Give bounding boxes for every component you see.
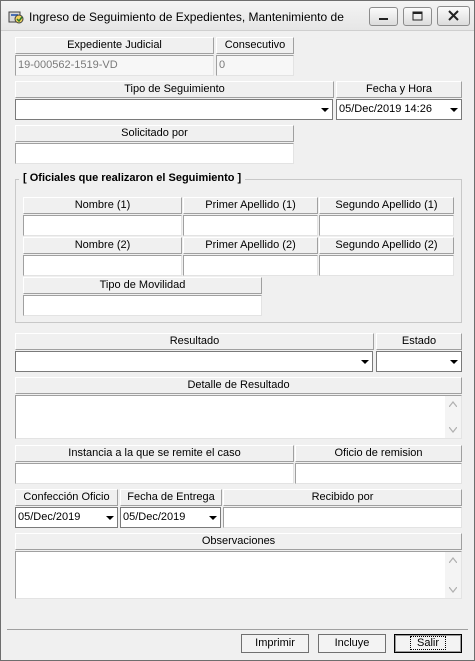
observaciones-label: Observaciones <box>15 533 462 550</box>
scrollbar[interactable] <box>445 396 461 438</box>
nombre1-label: Nombre (1) <box>23 197 182 214</box>
confeccion-oficio-picker[interactable] <box>15 507 118 528</box>
imprimir-button[interactable]: Imprimir <box>241 634 309 653</box>
confeccion-oficio-label: Confección Oficio <box>15 489 118 506</box>
salir-button-label: Salir <box>411 637 445 649</box>
recibido-por-label: Recibido por <box>223 489 462 506</box>
window-title: Ingreso de Seguimiento de Expedientes, Mantenimiento de <box>29 10 344 24</box>
estado-combo[interactable] <box>376 351 462 372</box>
fecha-entrega-value: 05/Dec/2019 <box>123 511 186 523</box>
observaciones-textarea[interactable] <box>15 551 462 599</box>
nombre2-label: Nombre (2) <box>23 237 182 254</box>
recibido-por-field[interactable] <box>223 507 462 528</box>
fecha-hora-picker[interactable] <box>336 99 462 120</box>
solicitado-por-label: Solicitado por <box>15 125 294 142</box>
resultado-combo[interactable] <box>15 351 373 372</box>
chevron-down-icon[interactable] <box>356 352 372 371</box>
primer-apellido1-label: Primer Apellido (1) <box>183 197 318 214</box>
tipo-seguimiento-label: Tipo de Seguimiento <box>15 81 334 98</box>
resultado-label: Resultado <box>15 333 374 350</box>
salir-button[interactable] <box>394 634 462 653</box>
close-button[interactable] <box>437 6 470 26</box>
detalle-resultado-label: Detalle de Resultado <box>15 377 462 394</box>
tipo-movilidad-field[interactable] <box>23 295 262 316</box>
instancia-field[interactable] <box>15 463 294 484</box>
scroll-down-icon[interactable] <box>449 587 457 593</box>
chevron-down-icon[interactable] <box>204 508 220 527</box>
expediente-label: Expediente Judicial <box>15 37 214 54</box>
chevron-down-icon[interactable] <box>445 352 461 371</box>
oficio-remision-label: Oficio de remision <box>295 445 462 462</box>
detalle-resultado-textarea[interactable] <box>15 395 462 439</box>
consecutivo-field[interactable]: 0 <box>216 55 294 76</box>
fecha-entrega-picker[interactable] <box>120 507 221 528</box>
estado-label: Estado <box>376 333 462 350</box>
segundo-apellido1-field[interactable] <box>319 215 454 236</box>
oficiales-group-title: [ Oficiales que realizaron el Seguimiento ] <box>19 172 245 184</box>
segundo-apellido1-label: Segundo Apellido (1) <box>319 197 454 214</box>
minimize-button[interactable] <box>369 7 398 26</box>
expediente-field[interactable]: 19-000562-1519-VD <box>15 55 214 76</box>
scrollbar[interactable] <box>445 552 461 598</box>
incluye-button[interactable]: Incluye <box>318 634 386 653</box>
minimize-icon <box>370 8 397 25</box>
primer-apellido2-label: Primer Apellido (2) <box>183 237 318 254</box>
fecha-entrega-label: Fecha de Entrega <box>120 489 222 506</box>
scroll-up-icon[interactable] <box>449 557 457 563</box>
oficio-remision-field[interactable] <box>295 463 462 484</box>
consecutivo-label: Consecutivo <box>216 37 294 54</box>
segundo-apellido2-label: Segundo Apellido (2) <box>319 237 454 254</box>
solicitado-por-field[interactable] <box>15 143 294 164</box>
scroll-up-icon[interactable] <box>449 401 457 407</box>
fecha-hora-value: 05/Dec/2019 14:26 <box>339 103 432 115</box>
maximize-icon <box>404 8 431 25</box>
tipo-seguimiento-combo[interactable] <box>15 99 333 120</box>
primer-apellido1-field[interactable] <box>183 215 318 236</box>
chevron-down-icon[interactable] <box>101 508 117 527</box>
title-bar[interactable] <box>1 1 474 31</box>
maximize-button[interactable] <box>403 7 432 26</box>
confeccion-oficio-value: 05/Dec/2019 <box>18 511 81 523</box>
close-icon <box>438 7 469 25</box>
scroll-down-icon[interactable] <box>449 427 457 433</box>
tipo-movilidad-label: Tipo de Movilidad <box>23 277 262 294</box>
chevron-down-icon[interactable] <box>316 100 332 119</box>
nombre1-field[interactable] <box>23 215 182 236</box>
app-icon <box>8 9 24 25</box>
primer-apellido2-field[interactable] <box>183 255 318 276</box>
fecha-hora-label: Fecha y Hora <box>336 81 462 98</box>
segundo-apellido2-field[interactable] <box>319 255 454 276</box>
chevron-down-icon[interactable] <box>445 100 461 119</box>
instancia-label: Instancia a la que se remite el caso <box>15 445 294 462</box>
nombre2-field[interactable] <box>23 255 182 276</box>
